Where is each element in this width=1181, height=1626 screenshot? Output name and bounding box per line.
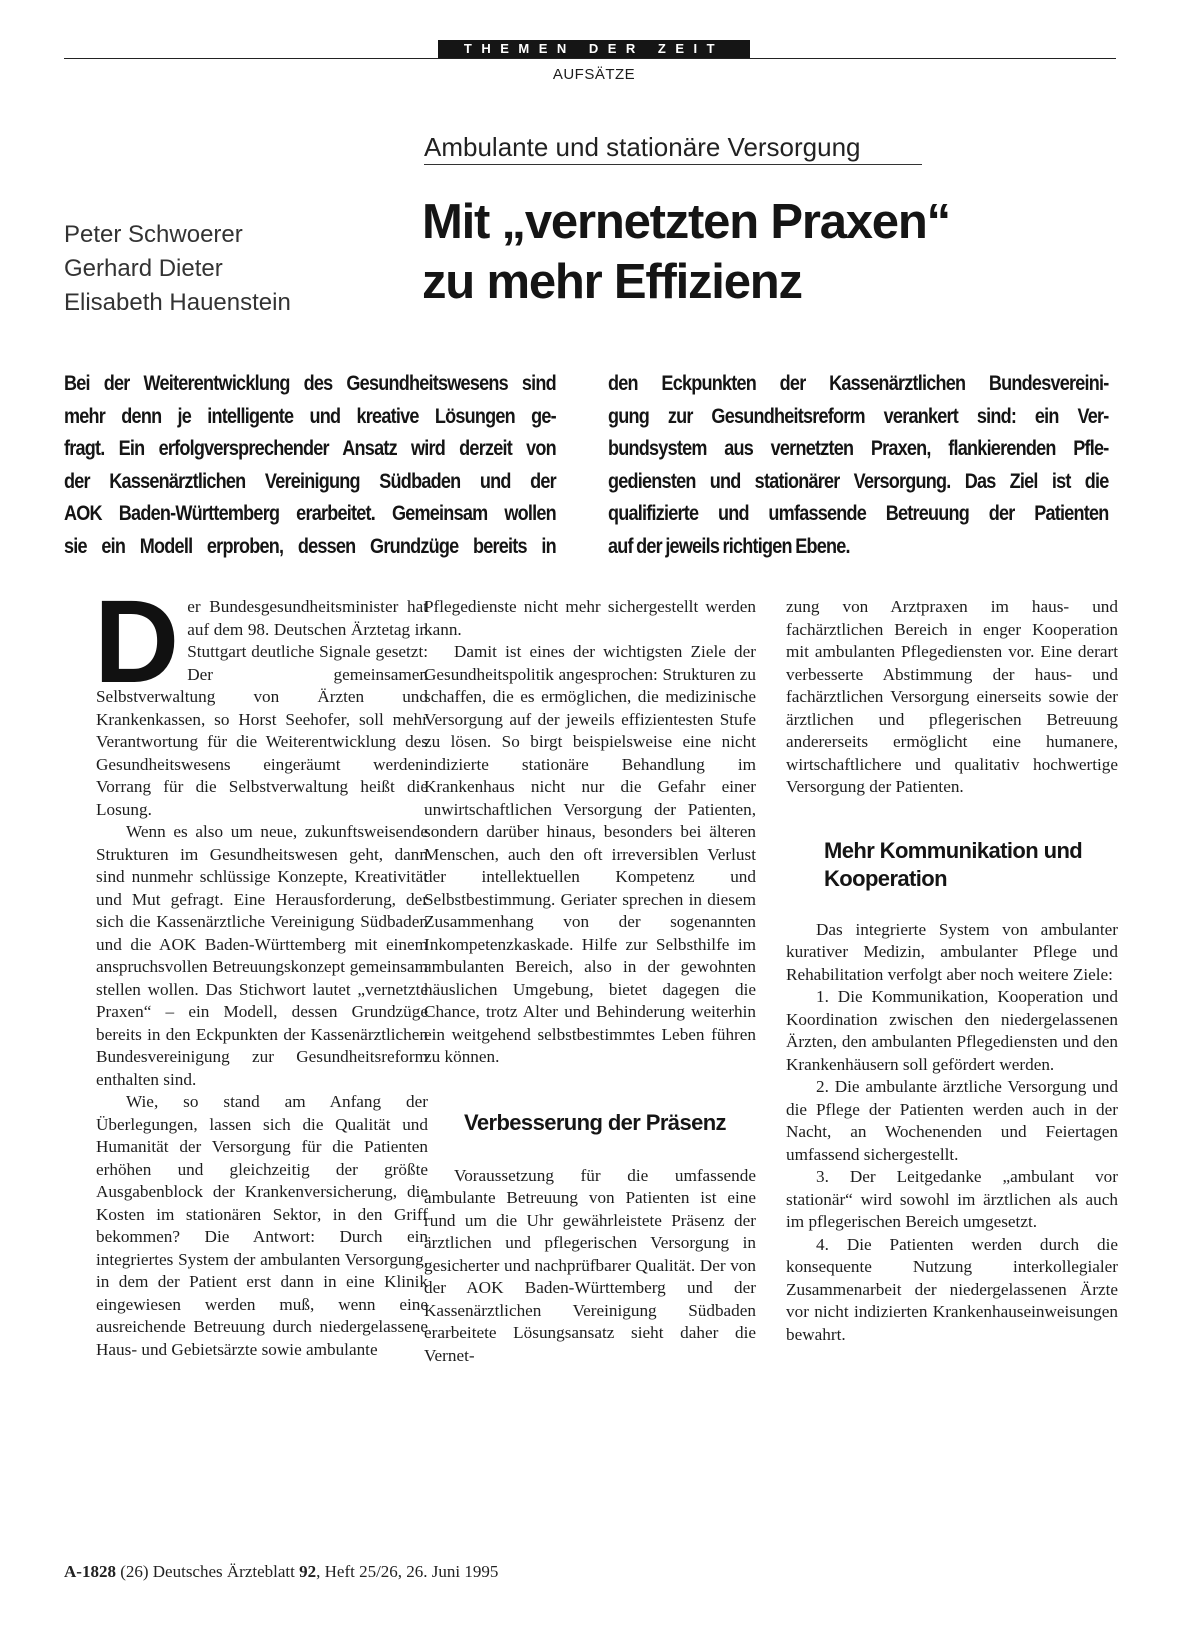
body-paragraph: Der Bundesgesundheitsminister hat auf dem 98. Deutschen Ärztetag in Stuttgart deutliche Signale gesetzt: Der gemeinsamen Selbstverwaltung von Ärzten und Krankenkassen, so Horst Seehofer, soll mehr Verantwortung für die Weiterentwicklung des Gesundheitswesens eingeräumt werden. Vorrang für die Selbstverwaltung heißt die Losung.	[94, 576, 428, 819]
lead-paragraph-left	[64, 368, 556, 563]
article-kicker: Ambulante und stationäre Versorgung	[424, 132, 861, 162]
lead-line: bundsystem aus vernetzten Praxen, flankierenden Pfle-	[608, 437, 1109, 460]
author-list	[64, 218, 291, 320]
footer-journal: (26) Deutsches Ärzteblatt	[120, 1562, 295, 1581]
lead-paragraph-right	[608, 368, 1109, 563]
author-name: Peter Schwoerer	[64, 221, 243, 248]
kicker-underline	[424, 164, 922, 165]
footer-volume: 92	[299, 1562, 317, 1581]
lead-line: sie ein Modell erproben, dessen Grundzüge bereits in	[64, 534, 556, 558]
body-paragraph: Pflegedienste nicht mehr sichergestellt werden kann.	[424, 597, 756, 639]
body-column-1	[94, 576, 428, 1361]
body-paragraph: Das integrierte System von ambulanter kurativer Medizin, ambulanter Pflege und Rehabilitation verfolgt aber noch weitere Ziele:	[786, 919, 1118, 984]
list-item: 2. Die ambulante ärztliche Versorgung und die Pflege der Patienten werden auch in der Nacht, an Wochenenden und Feiertagen umfassend sichergestellt.	[786, 1077, 1118, 1164]
subheading: Verbesserung der Präsenz	[464, 1109, 726, 1135]
section-label: AUFSÄTZE	[552, 66, 636, 83]
section-banner: THEMEN DER ZEIT	[438, 40, 750, 58]
title-line-1: Mit „vernetzten Praxen“	[422, 195, 950, 249]
author-name: Elisabeth Hauenstein	[64, 289, 291, 316]
subheading: Mehr Kommunikation und Kooperation	[824, 837, 1083, 891]
article-title	[422, 192, 1122, 312]
lead-line: den Eckpunkten der Kassenärztlichen Bundesvereini-	[608, 372, 1109, 395]
lead-line: der Kassenärztlichen Vereinigung Südbaden und der	[64, 469, 556, 493]
lead-line: auf der jeweils richtigen Ebene.	[608, 534, 850, 558]
list-item: 1. Die Kommunikation, Kooperation und Koordination zwischen den niedergelassenen Ärzten, den ambulanten Pflegediensten und den Krankenhäusern soll gefördert werden.	[786, 987, 1118, 1074]
body-column-2	[424, 596, 756, 1367]
drop-cap: D	[94, 576, 180, 708]
body-paragraph: Wenn es also um neue, zukunftsweisende Strukturen im Gesundheitswesen geht, dann sind nunmehr schlüssige Konzepte, Kreativität und Mut gefragt. Eine Herausforderung, der sich die Kassenärztliche Vereinigung Südbaden und die AOK Baden-Württemberg mit einem anspruchsvollen Betreuungskonzept gemeinsam stellen wollen. Das Stichwort lautet „vernetzte Praxen“ – ein Modell, dessen Grundzüge bereits in den Eckpunkten der Kassenärztlichen Bundesvereinigung zur Gesundheitsreform enthalten sind.	[96, 822, 428, 1089]
body-paragraph: zung von Arztpraxen im haus- und fachärztlichen Bereich in enger Kooperation mit ambulanten Pflegediensten vor. Eine derart verbesserte Abstimmung der haus- und fachärztlichen Versorgung einerseits sowie der ärztlichen und pflegerischen Betreuung andererseits ermöglicht eine humanere, wirtschaftlichere und qualitativ hochwertige Versorgung der Patienten.	[786, 597, 1118, 796]
lead-line: Bei der Weiterentwicklung des Gesundheitswesens sind	[64, 372, 556, 395]
lead-line: fragt. Ein erfolgversprechender Ansatz wird derzeit von	[64, 437, 556, 460]
body-paragraph: Wie, so stand am Anfang der Überlegungen, lassen sich die Qualität und Humanität der Versorgung für die Patienten erhöhen und gleichzeitig der größte Ausgabenblock der Krankenversicherung, die Kosten im stationären Sektor, in den Griff bekommen? Die Antwort: Durch ein integriertes System der ambulanten Versorgung, in dem der Patient erst dann in eine Klinik eingewiesen werden muß, wenn eine ausreichende Betreuung durch niedergelassene Haus- und Gebietsärzte sowie ambulante	[96, 1092, 428, 1359]
footer-issue: , Heft 25/26, 26. Juni 1995	[316, 1562, 499, 1581]
page-footer	[64, 1562, 498, 1582]
lead-line: mehr denn je intelligente und kreative Lösungen ge-	[64, 404, 556, 428]
body-paragraph: Voraussetzung für die umfassende ambulante Betreuung von Patienten ist eine rund um die Uhr gewährleistete Präsenz der ärztlichen und pflegerischen Versorgung in gesicherter und nachprüfbarer Qualität. Der von der AOK Baden-Württemberg und der Kassenärztlichen Vereinigung Südbaden erarbeitete Lösungsansatz sieht daher die Vernet-	[424, 1165, 756, 1365]
body-column-3	[786, 596, 1118, 1346]
list-item: 3. Der Leitgedanke „ambulant vor stationär“ wird sowohl im ärztlichen als auch im pflegerischen Bereich umgesetzt.	[786, 1167, 1118, 1231]
page-number: A-1828	[64, 1562, 116, 1581]
author-name: Gerhard Dieter	[64, 255, 223, 282]
lead-line: qualifizierte und umfassende Betreuung der Patienten	[608, 502, 1109, 525]
lead-line: gung zur Gesundheitsreform verankert sind: ein Ver-	[608, 404, 1109, 428]
title-line-2: zu mehr Effizienz	[422, 255, 802, 309]
body-paragraph: Damit ist eines der wichtigsten Ziele der Gesundheitspolitik angesprochen: Strukturen zu schaffen, die es ermöglichen, die medizinische Versorgung auf der jeweils effizientesten Stufe zu lösen. So birgt beispielsweise eine nicht indizierte stationäre Behandlung im Krankenhaus nicht nur die Gefahr einer unwirtschaftlichen Versorgung der Patienten, sondern darüber hinaus, besonders bei älteren Menschen, auch den oft irreversiblen Verlust der intellektuellen Kompetenz und Selbstbestimmung. Geriater sprechen in diesem Zusammenhang von der sogenannten Inkompetenzkaskade. Hilfe zur Selbsthilfe im ambulanten Bereich, also in der gewohnten häuslichen Umgebung, bietet dagegen die Chance, trotz Alter und Behinderung weiterhin ein weitgehend selbstbestimmtes Leben führen zu können.	[424, 642, 756, 1066]
lead-line: gediensten und stationärer Versorgung. Das Ziel ist die	[608, 469, 1109, 493]
header-rule	[64, 58, 1116, 59]
list-item: 4. Die Patienten werden durch die konsequente Nutzung interkollegialer Zusammenarbeit der niedergelassenen Ärzte vor nicht indizierten Krankenhauseinweisungen bewahrt.	[786, 1234, 1118, 1344]
lead-line: AOK Baden-Württemberg erarbeitet. Gemeinsam wollen	[64, 502, 556, 525]
